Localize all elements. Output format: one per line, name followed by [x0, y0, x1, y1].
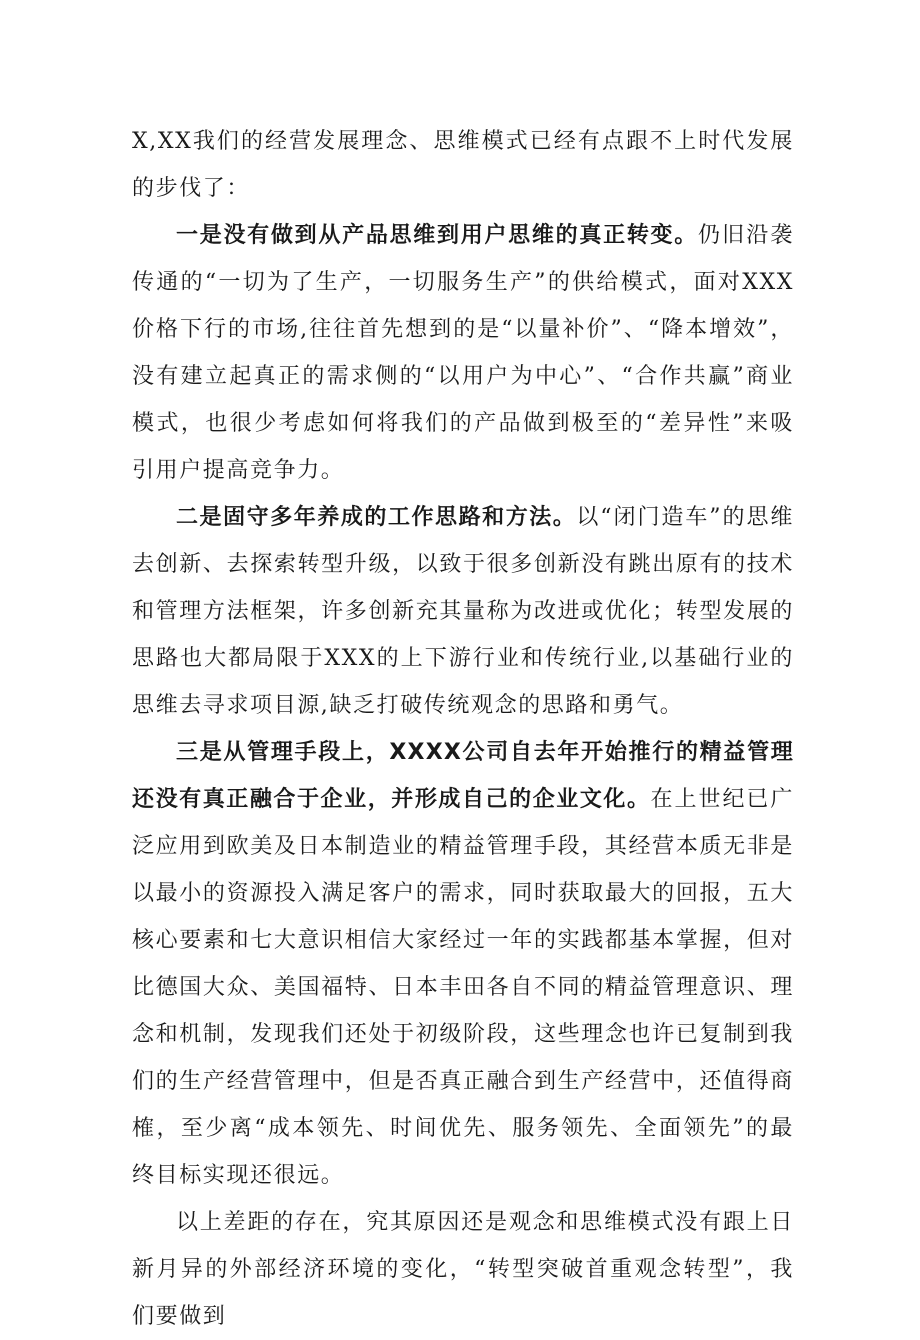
paragraph-intro-text: X,XX我们的经营发展理念、思维模式已经有点跟不上时代发展的步伐了：: [132, 129, 794, 201]
point-three-text: 在上世纪已广泛应用到欧美及日本制造业的精益管理手段，其经营本质无非是以最小的资源投入满足客户的需求，同时获取最大的回报，五大核心要素和七大意识相信大家经过一年的实践都基本掌握，但对比德国大众、美国福特、日本丰田各自不同的精益管理意识、理念和机制，发现我们还处于初级阶段，这些理念也许已复制到我们的生产经营管理中，但是否真正融合到生产经营中，还值得商榷，至少离“成本领先、时间优先、服务领先、全面领先”的最终目标实现还很远。: [132, 787, 794, 1188]
point-two-text: 以“闭门造车”的思维去创新、去探索转型升级，以致于很多创新没有跳出原有的技术和管理方法框架，许多创新充其量称为改进或优化；转型发展的思路也大都局限于XXX的上下游行业和传统行业,以基础行业的思维去寻求项目源,缺乏打破传统观念的思路和勇气。: [132, 505, 795, 718]
point-two-heading: 二是固守多年养成的工作思路和方法。: [176, 505, 577, 530]
document-body: [132, 118, 794, 1340]
point-one-text: 仍旧沿袭传通的“一切为了生产，一切服务生产”的供给模式，面对XXX价格下行的市场,往往首先想到的是“以量补价”、“降本增效”，没有建立起真正的需求侧的“以用户为中心”、“合作共赢”商业模式，也很少考虑如何将我们的产品做到极至的“差异性”来吸引用户提高竞争力。: [132, 223, 794, 483]
point-one-heading: 一是没有做到从产品思维到用户思维的真正转变。: [176, 223, 699, 248]
conclusion-text: 以上差距的存在，究其原因还是观念和思维模式没有跟上日新月异的外部经济环境的变化，“转型突破首重观念转型”，我们要做到: [132, 1210, 794, 1329]
paragraph-point-three: [132, 729, 794, 1199]
paragraph-conclusion: [132, 1199, 794, 1340]
paragraph-intro: [132, 118, 794, 212]
paragraph-point-two: [132, 494, 794, 729]
paragraph-point-one: [132, 212, 794, 494]
point-three-heading: 三是从管理手段上，XXXX公司自去年开始推行的精益管理还没有真正融合于企业，并形成自己的企业文化。: [132, 740, 794, 812]
